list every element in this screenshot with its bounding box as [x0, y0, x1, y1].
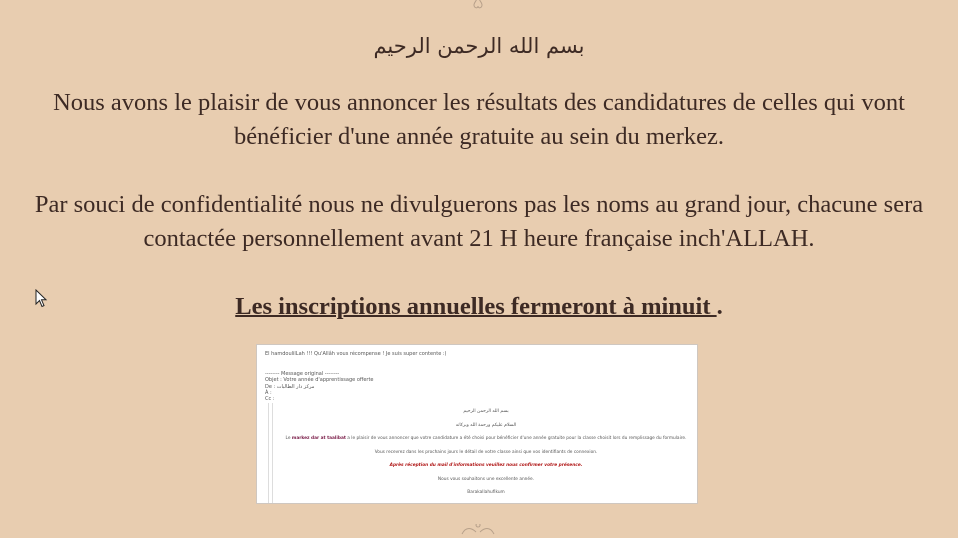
email-from: De : مركز دار الطالبات: [265, 383, 315, 390]
paragraph-line: contactée personnellement avant 21 H heure française inch'ALLAH.: [143, 225, 815, 252]
email-subject: Objet : Votre année d'apprentissage offerte: [265, 377, 374, 384]
email-screenshot: [256, 344, 698, 504]
email-reply-text: El hamdoulilLah !!! Qu'Allâh vous récompense ! Je suis super contente :): [265, 351, 447, 357]
quote-bar: [268, 403, 269, 503]
confidentiality-paragraph: [0, 188, 958, 256]
announcement-paragraph: [0, 86, 958, 154]
quote-bar: [272, 403, 273, 503]
text: a le plaisir de vous annoncer que votre candidature a été choisi pour bénéficier d'une année gratuite pour la classe choisit lors du remplissage du formulaire.: [345, 436, 687, 441]
paragraph-line: Par souci de confidentialité nous ne divulguerons pas les noms au grand jour, chacune sera: [34, 191, 924, 218]
text: Le: [285, 436, 292, 441]
quoted-salam: السلام عليكم ورحمة الله وبركاته: [455, 422, 517, 428]
brand-name: markez dar at taalibat: [291, 436, 346, 441]
quoted-bismillah: بسم الله الرحمن الرحيم: [463, 409, 509, 414]
quoted-line: Vous recevrez dans les prochains jours le détail de votre classe ainsi que vos identifiants de connexion.: [374, 449, 598, 455]
email-to: À :: [265, 389, 272, 396]
floral-ornament-icon: [458, 524, 498, 538]
registration-link[interactable]: Les inscriptions annuelles fermeront à minuit: [235, 293, 717, 320]
paragraph-line: Nous avons le plaisir de vous annoncer les résultats des candidatures de celles qui vont: [53, 89, 905, 116]
original-message-label: -------- Message original --------: [265, 371, 340, 377]
period: .: [716, 293, 723, 320]
email-cc: Cc :: [265, 396, 275, 403]
quoted-line: [277, 436, 695, 441]
quoted-email-body: [277, 409, 695, 504]
quoted-signoff: Barakallahufikum: [467, 490, 505, 495]
mouse-cursor-icon: [35, 289, 49, 309]
email-original-header: [265, 371, 374, 402]
bismillah-heading: بسم الله الرحمن الرحيم: [373, 34, 585, 58]
registration-deadline: [0, 290, 958, 324]
paragraph-line: bénéficier d'une année gratuite au sein du merkez.: [233, 123, 725, 150]
quoted-alert-line: Après réception du mail d'informations veuillez nous confirmer votre présence.: [389, 463, 583, 468]
floral-ornament-icon: [466, 0, 490, 10]
quoted-line: Nous vous souhaitons une excellente année.: [437, 476, 535, 482]
